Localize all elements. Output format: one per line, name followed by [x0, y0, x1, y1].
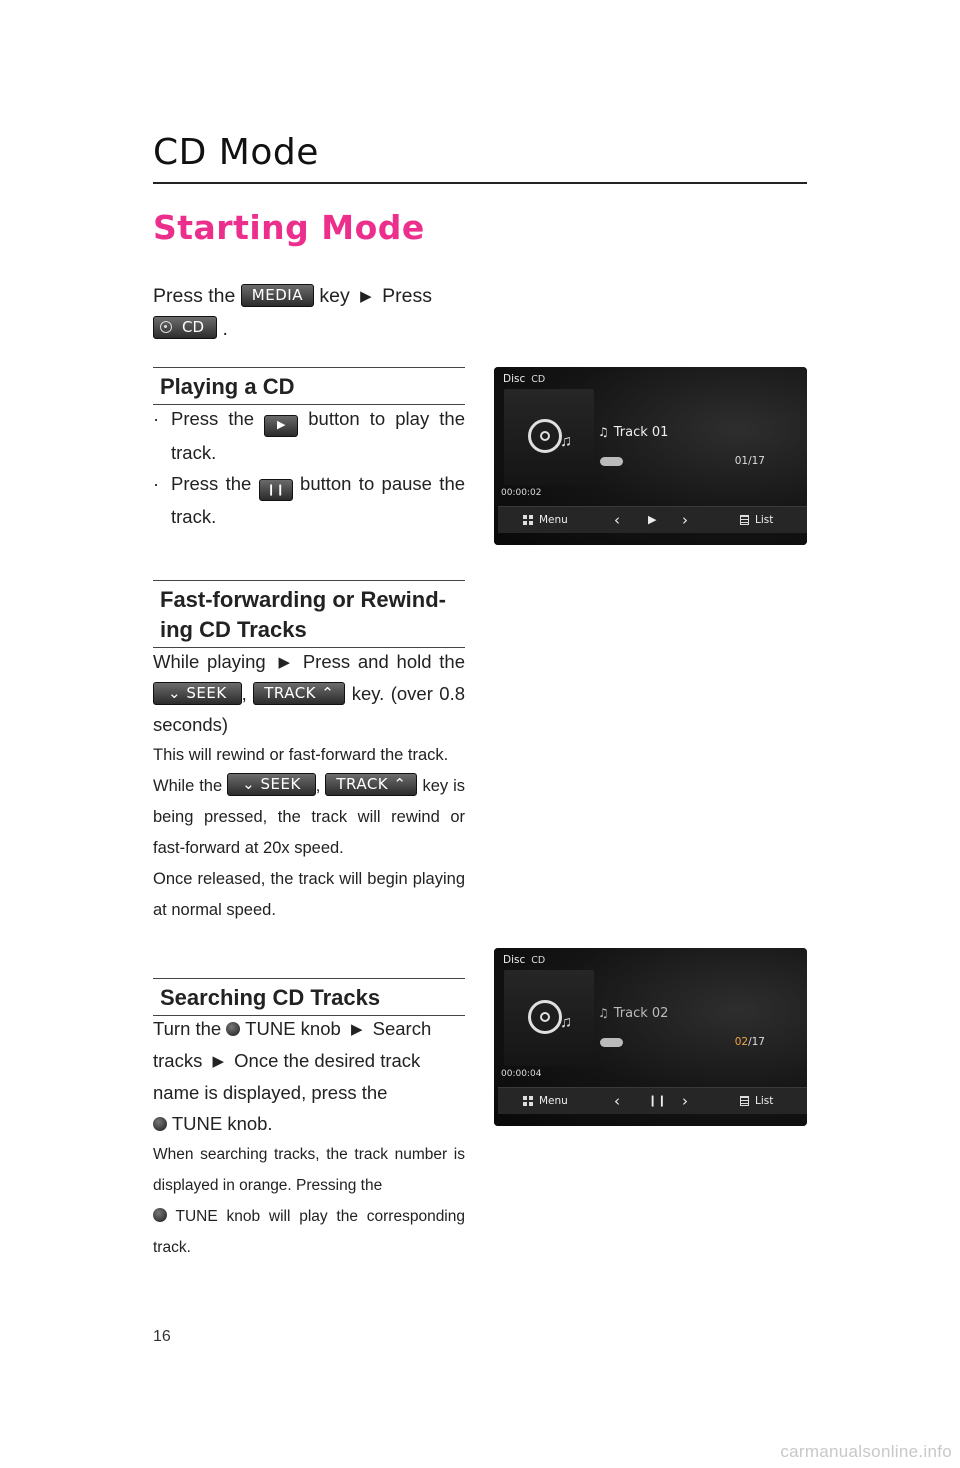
cd-tag-icon [600, 1038, 623, 1047]
music-note-icon: ♫ [598, 1006, 609, 1020]
screen-titlebar [503, 954, 545, 966]
track-count: 02/17 [734, 1036, 765, 1048]
subhead-playing-title: Playing a CD [160, 374, 295, 399]
bullet-play-text-a: Press the [171, 408, 255, 429]
searching-p1-b: TUNE knob [245, 1018, 341, 1039]
menu-button[interactable] [523, 1095, 568, 1107]
searching-p1-c: Search tracks [153, 1018, 432, 1071]
watermark: carmanualsonline.info [780, 1442, 952, 1461]
intro-period: . [222, 318, 228, 340]
screen-mode-label: CD [531, 374, 546, 385]
disc-icon [528, 1000, 562, 1034]
searching-body [153, 1013, 465, 1263]
track-key: TRACK ⌃ [253, 682, 345, 705]
music-note-icon: ♫ [598, 425, 609, 439]
section-title: Starting Mode [153, 208, 425, 247]
list-button[interactable] [740, 514, 773, 526]
cd-button-label: CD [182, 317, 205, 336]
seek-key: ⌄ SEEK [227, 773, 316, 796]
cd-button [153, 316, 217, 339]
arrow-right-icon: ▶ [212, 1053, 225, 1070]
fastfwd-p2: This will rewind or fast-forward the track. [153, 746, 449, 764]
menu-grid-icon [523, 1096, 533, 1106]
cd-tag-icon [600, 457, 623, 466]
fastfwd-p1-c: key. (over 0.8 seconds) [153, 683, 465, 735]
menu-label: Menu [539, 514, 568, 526]
play-button-icon: ▶ [264, 415, 298, 437]
menu-grid-icon [523, 515, 533, 525]
pause-button-icon: ❙❙ [259, 479, 293, 501]
cd-screen-searching [494, 948, 807, 1126]
screen-disc-label: Disc [503, 954, 526, 966]
arrow-right-icon: ▶ [350, 1021, 363, 1038]
subhead-playing [153, 367, 465, 405]
fastfwd-p3-b: key is being pressed, the track will rewind or fast-forward at 20x speed. [153, 777, 466, 857]
searching-p1 [153, 1013, 465, 1139]
bullet-pause-text-b: button to pause the track. [171, 472, 466, 527]
elapsed-time: 00:00:04 [501, 1069, 542, 1079]
bullet-pause-text-a: Press the [171, 472, 252, 494]
screen-toolbar [498, 506, 807, 533]
bullet-pause: · Press the ❙❙ button to pause the track. [153, 472, 466, 527]
intro-text-key: key [319, 285, 350, 307]
fastfwd-body [153, 646, 465, 926]
intro-text-press-the: Press the [153, 285, 236, 307]
intro-paragraph [153, 280, 473, 345]
searching-p2-b: TUNE knob will play the corresponding track. [153, 1208, 465, 1256]
list-icon [740, 1096, 749, 1106]
searching-p2 [153, 1139, 465, 1263]
fastfwd-p3: While the ⌄ SEEK , TRACK ⌃ key is being pressed, the track will rewind or fast-forward at 20x speed. [153, 775, 466, 857]
searching-p1-d: Once the desired track name is displayed, press the [153, 1050, 421, 1103]
subhead-searching [153, 978, 465, 1016]
list-icon [740, 515, 749, 525]
tune-knob-icon [153, 1208, 167, 1222]
bullet-play-text-b: button to play the track. [171, 408, 465, 463]
page-header: CD Mode [153, 132, 319, 173]
previous-track-button[interactable]: ‹ [614, 511, 620, 529]
fastfwd-p1-a: While playing [153, 651, 266, 672]
searching-p1-e: TUNE knob. [171, 1113, 273, 1134]
disc-icon [528, 419, 562, 453]
fastfwd-p1-b: Press and hold the [302, 651, 466, 672]
next-track-button[interactable]: › [682, 1092, 688, 1110]
pause-button[interactable]: ❙❙ [648, 1094, 667, 1107]
menu-button[interactable] [523, 514, 568, 526]
arrow-right-icon: ▶ [278, 654, 291, 671]
music-note-icon: ♫ [560, 1014, 572, 1031]
arrow-right-icon: ▶ [360, 288, 372, 305]
fastfwd-p3-a: While the [153, 777, 223, 795]
subhead-searching-title: Searching CD Tracks [160, 985, 381, 1010]
subhead-fastfwd [153, 580, 465, 648]
playing-bullets [153, 403, 465, 532]
track-name: ♫ Track 02 [598, 1006, 669, 1021]
album-art-tile [504, 389, 594, 485]
page-number: 16 [153, 1328, 171, 1345]
music-note-icon: ♫ [560, 433, 572, 450]
header-rule [153, 182, 807, 184]
screen-toolbar [498, 1087, 807, 1114]
track-key: TRACK ⌃ [325, 773, 417, 796]
fastfwd-p1: While playing ▶ Press and hold the ⌄ SEEK , TRACK ⌃ key. (over 0.8 seconds) [153, 646, 465, 740]
subhead-fastfwd-line2: ing CD Tracks [160, 617, 307, 642]
subhead-fastfwd-line1: Fast-forwarding or Rewind- [160, 587, 446, 612]
screen-titlebar [503, 373, 545, 385]
album-art-tile [504, 970, 594, 1066]
tune-knob-icon [153, 1117, 167, 1131]
track-name: ♫ Track 01 [598, 425, 669, 440]
searching-p1-a: Turn the [153, 1018, 222, 1039]
bullet-play: · Press the ▶ button to play the track. [153, 408, 465, 463]
list-label: List [755, 514, 774, 526]
seek-key: ⌄ SEEK [153, 682, 242, 705]
tune-knob-icon [226, 1022, 240, 1036]
menu-label: Menu [539, 1095, 568, 1107]
elapsed-time: 00:00:02 [501, 488, 542, 498]
play-button[interactable]: ▶ [648, 513, 657, 526]
media-key: MEDIA [241, 284, 314, 307]
screen-disc-label: Disc [503, 373, 526, 385]
list-label: List [755, 1095, 774, 1107]
intro-text-press: Press [382, 285, 432, 307]
cd-screen-playing [494, 367, 807, 545]
searching-p2-a: When searching tracks, the track number is displayed in orange. Pressing the [153, 1146, 465, 1194]
list-button[interactable] [740, 1095, 773, 1107]
fastfwd-p4: Once released, the track will begin playing at normal speed. [153, 870, 465, 919]
disc-icon [160, 321, 172, 333]
next-track-button[interactable]: › [682, 511, 688, 529]
previous-track-button[interactable]: ‹ [614, 1092, 620, 1110]
screen-mode-label: CD [531, 955, 546, 966]
track-count: 01/17 [734, 455, 765, 467]
